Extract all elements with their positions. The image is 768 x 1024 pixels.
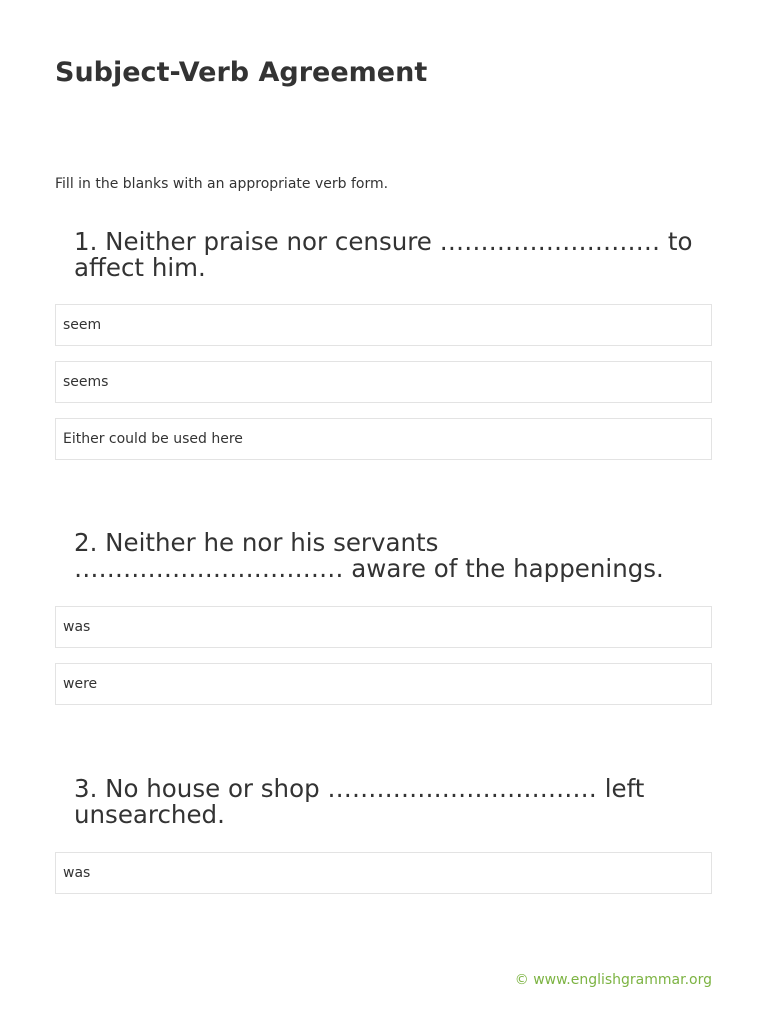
instructions: Fill in the blanks with an appropriate verb form. (55, 176, 389, 192)
question-1-option-3[interactable]: Either could be used here (55, 418, 712, 460)
footer-copyright-link[interactable]: © www.englishgrammar.org (514, 972, 712, 988)
question-1-text: 1. Neither praise nor censure ……………………… to affect him. (74, 227, 693, 282)
question-2-option-2[interactable]: were (55, 663, 712, 705)
page-title: Subject-Verb Agreement (55, 57, 428, 88)
question-3-text: 3. No house or shop …………………………… left unsearched. (74, 774, 645, 829)
question-1-option-1[interactable]: seem (55, 304, 712, 346)
question-3-option-1[interactable]: was (55, 852, 712, 894)
question-2-text: 2. Neither he nor his servants …………………………… aware of the happenings. (74, 528, 664, 583)
question-2-option-1[interactable]: was (55, 606, 712, 648)
question-1-option-2[interactable]: seems (55, 361, 712, 403)
